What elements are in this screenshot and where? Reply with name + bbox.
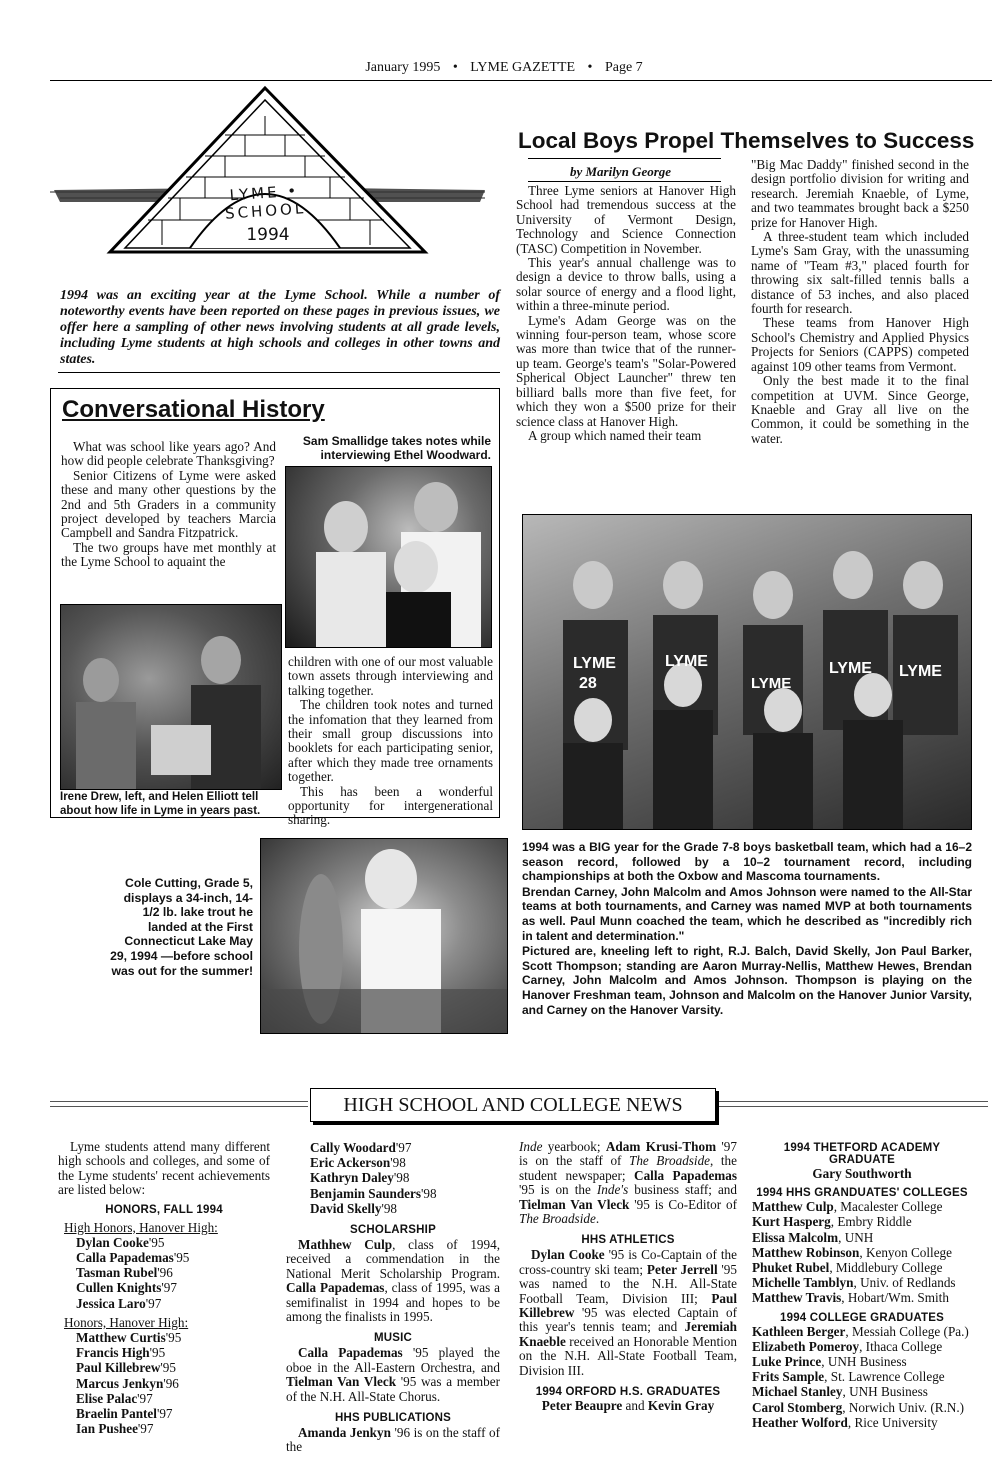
hscn-col4 [752, 1142, 972, 1430]
list-item [752, 1324, 972, 1339]
local-boys-paragraph: A three-student team which included Lyme's Sam Gray, with the unassuming name of "Team #3," placed fourth for throwing six salt-filled tennis balls a distance of 53 inches, and also placed fourth for research. [751, 229, 969, 317]
separator: , [859, 1338, 866, 1354]
fish-photo [260, 838, 508, 1034]
college-name: Embry Riddle [837, 1214, 912, 1230]
class-year: '97 [395, 1140, 412, 1155]
high-honors-label: High Honors, Hanover High: [64, 1219, 218, 1235]
separator: , [824, 1369, 831, 1385]
list-item [752, 1260, 972, 1275]
list-item [752, 1369, 972, 1384]
college-name: Messiah College (Pa.) [851, 1323, 969, 1339]
conversational-history-title: Conversational History [62, 396, 325, 423]
local-boys-paragraph: This year's annual challenge was to design a device to throw balls, using a solar source of energy and a flood light, within a three-minute period. [516, 255, 736, 314]
list-item [76, 1360, 270, 1375]
student-name: Calla Papademas [76, 1250, 174, 1266]
student-name: David Skelly [310, 1200, 382, 1216]
college-name: Ithaca College [865, 1338, 943, 1354]
jersey-text: LYME [829, 660, 872, 677]
scholarship-heading: SCHOLARSHIP [350, 1224, 436, 1237]
separator: , [829, 1260, 836, 1276]
photo1-caption: Sam Smallidge takes notes while interviewing Ethel Woodward. [302, 434, 491, 462]
college-name: UNH [844, 1229, 874, 1245]
conversational-paragraph: What was school like years ago? And how did people celebrate Thanksgiving? [61, 439, 276, 469]
student-name: Braelin Pantel [76, 1406, 157, 1422]
class-year: '95 [160, 1360, 176, 1376]
college-name: Hobart/Wm. Smith [847, 1290, 949, 1306]
list-item [752, 1384, 972, 1399]
conversational-paragraph: children with one of our most valuable town assets through interviewing and talking together. [288, 654, 493, 698]
music-heading: MUSIC [373, 1332, 413, 1345]
scholarship-paragraph: Mathhew Culp, class of 1994, received a commendation in the National Merit Scholarship Program. Calla Papademas, class of 1995, was a semifinalist in 1994 and hopes to be among the finalists in 1995. [286, 1237, 500, 1325]
header-page: Page 7 [604, 60, 643, 75]
list-item [76, 1345, 270, 1360]
student-name: Tielman Van Vleck [286, 1374, 397, 1390]
student-name: Paul Killebrew [76, 1360, 161, 1376]
header-bullet-icon: • [587, 60, 593, 75]
list-item [76, 1330, 270, 1345]
hscn-col2 [286, 1140, 500, 1455]
publications-paragraph-start: Amanda Jenkyn '96 is on the staff of the [286, 1425, 500, 1455]
separator: , [838, 1229, 845, 1245]
list-item [752, 1275, 972, 1290]
list-item [310, 1170, 500, 1185]
publications-paragraph-cont: Inde yearbook; Adam Krusi-Thom '97 is on the staff of The Broadside, the student newspaper; Calla Papademas '95 is on the Inde's business staff; and Tielman Van Vleck '95 is Co-Editor of The Broadside. [519, 1139, 738, 1227]
jersey-text: LYME [751, 675, 792, 692]
student-name: Matthew Robinson [752, 1244, 860, 1260]
class-year: '95 [149, 1345, 166, 1361]
student-name: Calla Papademas [634, 1167, 738, 1183]
local-boys-paragraph: "Big Mac Daddy" finished second in the design portfolio division for writing and research. Jeremiah Knaeble, of Lyme, and two teammates brought back a $250 prize for Hanover High. [751, 157, 969, 230]
college-grads-list [752, 1324, 972, 1430]
seniors-photo-scene [61, 605, 282, 790]
conversational-col2 [288, 655, 493, 828]
list-item [76, 1296, 270, 1311]
list-item [752, 1415, 972, 1430]
jersey-text: LYME [665, 653, 708, 670]
student-name: Jeremiah Knaeble [519, 1319, 737, 1349]
jersey-text: LYME [573, 655, 616, 672]
hscn-col1 [58, 1140, 270, 1436]
student-name: Jessica Laro [76, 1295, 146, 1311]
jersey-text: LYME [899, 663, 942, 680]
separator: , [842, 1399, 849, 1415]
college-grads-heading: 1994 COLLEGE GRADUATES [780, 1311, 944, 1324]
honors-list [76, 1330, 270, 1436]
orford-names: Peter Beaupre and Kevin Gray [541, 1398, 715, 1414]
header-date: January 1995 [365, 60, 441, 75]
student-name: Tasman Rubel [76, 1265, 158, 1281]
student-name: Peter Beaupre [541, 1398, 623, 1414]
header-bullet-icon: • [452, 60, 458, 75]
class-year: '95 [148, 1234, 165, 1250]
athletics-heading: HHS ATHLETICS [581, 1234, 675, 1247]
separator: , [845, 1323, 852, 1339]
list-item [752, 1214, 972, 1229]
college-name: UNH Business [849, 1384, 928, 1400]
student-name: Kathryn Daley [310, 1170, 394, 1186]
class-year: '95 [165, 1330, 182, 1346]
local-boys-byline: by Marilyn George [569, 164, 672, 179]
student-name: Cullen Knights [76, 1280, 162, 1296]
thetford-heading: 1994 THETFORD ACADEMY GRADUATE [783, 1142, 941, 1166]
local-boys-title: Local Boys Propel Themselves to Success [518, 128, 975, 153]
student-name: Elissa Malcolm [752, 1229, 839, 1245]
honors-continued-list [310, 1140, 500, 1216]
student-name: Dylan Cooke [531, 1247, 605, 1263]
student-name: Kevin Gray [647, 1398, 715, 1414]
music-paragraph: Calla Papademas '95 played the oboe in the All-Eastern Orchestra, and Tielman Van Vleck '95 was a member of the N.H. All-State Chorus. [286, 1345, 501, 1404]
list-item [752, 1354, 972, 1369]
student-name: Tielman Van Vleck [519, 1196, 630, 1212]
list-item [76, 1235, 270, 1250]
class-year: '98 [421, 1185, 437, 1201]
honors-heading: HONORS, FALL 1994 [105, 1203, 223, 1216]
local-boys-col1 [516, 184, 736, 443]
student-name: Elise Palac [76, 1390, 138, 1406]
student-name: Matthew Travis [752, 1290, 842, 1306]
list-item [310, 1186, 500, 1201]
list-item [752, 1230, 972, 1245]
interview-photo [285, 466, 492, 648]
conversational-paragraph: The two groups have met monthly at the Lyme School to aquaint the [61, 539, 276, 570]
separator: , [859, 1244, 866, 1260]
intro-rule [58, 372, 500, 373]
photo2-caption: Irene Drew, left, and Helen Elliott tell about how life in Lyme in years past. [60, 791, 261, 817]
school-roof-illustration [40, 80, 500, 280]
seniors-photo [60, 604, 282, 790]
hscn-rule-left [50, 1106, 308, 1107]
class-year: '98 [393, 1170, 410, 1186]
hscn-rule-right [718, 1106, 988, 1107]
conversational-paragraph: This has been a wonderful opportunity for intergenerational sharing. [288, 783, 493, 828]
student-name: Adam Krusi-Thom [605, 1139, 717, 1154]
class-year: '96 [163, 1375, 179, 1391]
college-name: Middlebury College [835, 1260, 943, 1276]
student-name: Francis High [76, 1345, 150, 1361]
class-year: '95 [173, 1250, 190, 1266]
separator: , [841, 1290, 848, 1306]
student-name: Matthew Culp [752, 1199, 834, 1215]
list-item [752, 1400, 972, 1415]
local-boys-paragraph: Three Lyme seniors at Hanover High School had tremendous success at the University of Vermont Design, Technology and Science Connection (TASC) Competition in November. [516, 183, 736, 256]
local-boys-paragraph: Lyme's Adam George was on the winning four-person team, whose score was more than twice that of the runner-up team. George's team's "Solar-Powered Spherical Object Launcher" threw ten billiard balls more than five feet, for which they won a $500 prize for their science class at Hanover High. [516, 312, 736, 429]
class-year: '97 [161, 1280, 177, 1296]
college-name: Rice University [854, 1414, 938, 1430]
list-item [76, 1376, 270, 1391]
orford-heading: 1994 ORFORD H.S. GRADUATES [535, 1386, 721, 1399]
honors-label: Honors, Hanover High: [64, 1314, 189, 1330]
list-item [752, 1245, 972, 1260]
list-item [76, 1280, 270, 1295]
hhs-colleges-heading: 1994 HHS GRANDUATES' COLLEGES [756, 1187, 968, 1200]
byline-rule [528, 181, 721, 182]
hscn-col3 [519, 1140, 737, 1413]
student-name: Ian Pushee [76, 1421, 138, 1437]
hscn-rule-left [50, 1101, 308, 1102]
fish-photo-scene [261, 839, 508, 1034]
student-name: Benjamin Saunders [310, 1185, 422, 1201]
student-name: Calla Papademas [298, 1345, 403, 1361]
college-name: Macalester College [840, 1199, 943, 1215]
class-year: '97 [145, 1295, 162, 1311]
list-item [752, 1339, 972, 1354]
intro-paragraph: 1994 was an exciting year at the Lyme School. While a number of noteworthy events have been reported on these pages in previous issues, we offer here a sampling of other news involving students at all grade levels, including Lyme students at high schools and colleges in other towns and states. [60, 288, 500, 367]
separator: , [847, 1414, 855, 1430]
student-name: Dylan Cooke [76, 1234, 149, 1250]
student-name: Peter Jerrell [646, 1261, 718, 1277]
class-year: '96 [157, 1265, 173, 1281]
student-name: Luke Prince [752, 1354, 822, 1370]
separator: , [842, 1384, 850, 1400]
publications-heading: HHS PUBLICATIONS [334, 1412, 452, 1425]
high-honors-list [76, 1235, 270, 1311]
class-year: '97 [137, 1390, 153, 1406]
conversational-paragraph: The children took notes and turned the infomation that they learned from their small group discussions into booklets for each participating senior, after which they made tree ornaments together. [288, 697, 493, 785]
hscn-title: HIGH SCHOOL AND COLLEGE NEWS [343, 1093, 683, 1116]
separator: , [853, 1275, 861, 1291]
local-boys-paragraph: Only the best made it to the final competition at UVM. Since George, Knaeble and Gray all live on the Common, it could be something in the water. [751, 373, 969, 446]
student-name: Marcus Jenkyn [76, 1375, 164, 1391]
school-graphic [40, 80, 500, 280]
page-header [0, 60, 1008, 76]
college-name: Norwich Univ. (R.N.) [848, 1399, 965, 1415]
student-name: Matthew Curtis [76, 1330, 166, 1346]
basketball-caption-paragraph: 1994 was a BIG year for the Grade 7-8 boys basketball team, which had a 16–2 season record, followed by a 10–2 tournament record, including championships at both the Oxbow and Mascoma tournaments. [522, 840, 972, 884]
college-name: Kenyon College [865, 1244, 953, 1260]
student-name: Eric Ackerson [310, 1155, 391, 1171]
basketball-caption [522, 840, 972, 1017]
student-name: Michael Stanley [752, 1384, 843, 1400]
student-name: Elizabeth Pomeroy [752, 1338, 860, 1354]
header-paper: LYME GAZETTE [470, 60, 576, 75]
list-item [76, 1391, 270, 1406]
student-name: Phuket Rubel [752, 1260, 830, 1276]
student-name: Michelle Tamblyn [752, 1275, 854, 1291]
student-name: Frits Sample [752, 1369, 825, 1385]
student-name: Cally Woodard [310, 1140, 396, 1155]
interview-photo-scene [286, 467, 492, 648]
hscn-title-box [310, 1088, 716, 1122]
thetford-name: Gary Southworth [812, 1166, 912, 1181]
class-year: '97 [137, 1421, 154, 1437]
list-item [76, 1250, 270, 1265]
hscn-intro: Lyme students attend many different high schools and colleges, and some of the Lyme students' recent achievements are listed below: [58, 1139, 270, 1198]
basketball-caption-paragraph: Pictured are, kneeling left to right, R.J. Balch, David Skelly, Jon Paul Barker, Scott Thompson; standing are Aaron Murray-Nellis, Matthew Hewes, Brendan Carney, John Malcolm and Amos Johnson. Thompson is playing on the Hanover Freshman team, Johnson and Malcolm on the Hanover Junior Varsity, and Carney on the Hanover Varsity. [522, 944, 972, 1017]
conversational-paragraph: Senior Citizens of Lyme were asked these and many other questions by the 2nd and 5th Graders in a community project developed by teachers Marcia Campbell and Sandra Fitzpatrick. [61, 467, 276, 541]
basketball-team-photo [522, 514, 972, 830]
student-name: Kathleen Berger [752, 1323, 846, 1339]
athletics-paragraph: Dylan Cooke '95 is Co-Captain of the cross-country ski team; Peter Jerrell '95 was named to the N.H. All-State Football Team, Division III; Paul Killebrew '95 was elected Captain of this year's tennis team; and Jeremiah Knaeble received an Honorable Mention on the N.H. All-State Football Team, Division III. [519, 1247, 737, 1378]
list-item [310, 1140, 500, 1155]
list-item [76, 1421, 270, 1436]
basketball-caption-paragraph: Brendan Carney, John Malcolm and Amos Johnson were named to the All-Star teams at both tournaments, and Carney was named MVP at both tournaments as well. Paul Munn coached the team, which he described as "incredibly rich in talent and determination." [522, 884, 972, 943]
list-item [76, 1406, 270, 1421]
class-year: '98 [381, 1200, 398, 1216]
list-item [310, 1201, 500, 1216]
separator: , [833, 1199, 841, 1215]
local-boys-paragraph: These teams from Hanover High School's Chemistry and Applied Physics Projects for Seniors (CAPPS) competed against 109 other teams from Vermont. [751, 315, 969, 374]
college-name: Univ. of Redlands [860, 1275, 956, 1291]
student-name: Heather Wolford [752, 1414, 848, 1430]
student-name: Amanda Jenkyn [298, 1425, 391, 1441]
college-name: St. Lawrence College [830, 1369, 945, 1385]
conversational-col1 [61, 440, 276, 570]
fish-caption: Cole Cutting, Grade 5, displays a 34-inch, 14-1/2 lb. lake trout he landed at the First Connecticut Lake May 29, 1994 —before school was out for the summer! [110, 876, 253, 978]
separator: , [821, 1354, 828, 1370]
school-graphic-year: 1994 [246, 225, 290, 245]
student-name: Calla Papademas [286, 1280, 385, 1296]
student-name: Kurt Hasperg [752, 1214, 831, 1230]
student-name: Mathhew Culp [298, 1237, 393, 1253]
hscn-rule-right [718, 1101, 988, 1102]
byline-rule [528, 158, 721, 159]
jersey-number: 28 [579, 675, 597, 692]
college-name: UNH Business [827, 1354, 907, 1370]
hhs-colleges-list [752, 1199, 972, 1305]
separator: , [830, 1214, 838, 1230]
student-name: Carol Stomberg [752, 1399, 843, 1415]
local-boys-col2 [751, 158, 969, 446]
class-year: '98 [390, 1155, 406, 1171]
local-boys-paragraph: A group which named their team [528, 427, 702, 443]
list-item [310, 1155, 500, 1170]
class-year: '97 [156, 1406, 173, 1422]
list-item [76, 1265, 270, 1280]
school-graphic-label: LYME • SCHOOL [224, 181, 307, 223]
student-name: Paul Killebrew [519, 1290, 737, 1321]
list-item [752, 1199, 972, 1214]
list-item [752, 1290, 972, 1305]
